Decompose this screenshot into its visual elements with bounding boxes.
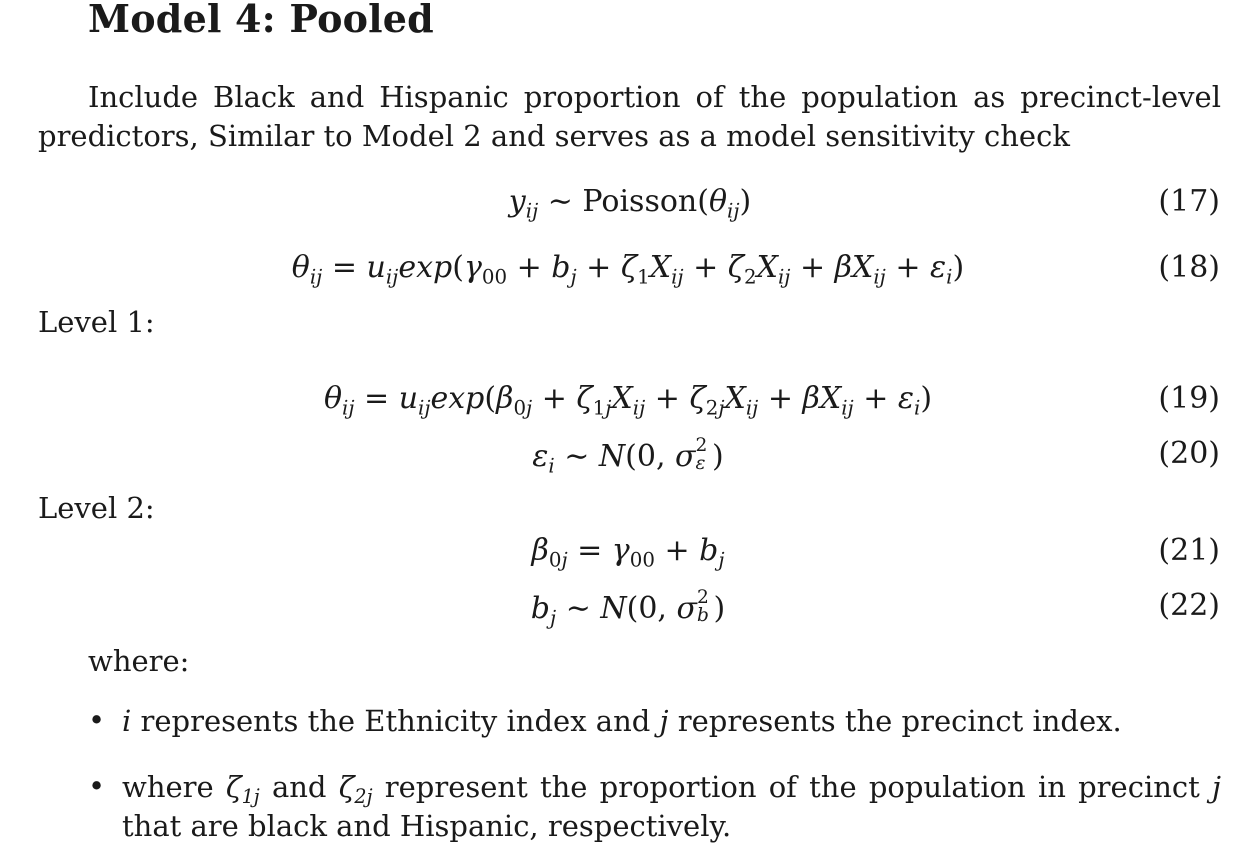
zeta-subscript: 2j [354,785,373,809]
list-item [122,768,1221,846]
equation-number-22: (22) [1158,588,1220,623]
intro-text: Include Black and Hispanic proportion of the population as precinct-level predictors, Similar to Model 2 and serves as a model sensitivity check [38,80,1221,153]
equation-number-17: (17) [1158,184,1220,219]
var-j: j [659,704,669,738]
where-label: where: [88,644,190,678]
bullet-marker: • [88,769,106,803]
equation-18: $\theta_{ij} = u_{ij}\exp(\gamma_{00} + b_j + \zeta_1X_{ij} + \zeta_2X_{ij} + \beta X_{ij} + \varepsilon_i)$ [291,250,965,289]
bullet-text-part: represents the Ethnicity index and [131,704,660,738]
equation-20: $\varepsilon_i$ ∼ N(0, σ 2 ε ) [532,434,724,478]
equation-number-18: (18) [1158,250,1220,285]
bullet-text-part: represent the proportion of the population in precinct [372,770,1213,804]
zeta-symbol: ζ [338,770,355,804]
equation-19: $\theta_{ij} = u_{ij}\exp(\beta_{0j} + \zeta_{1j}X_{ij} + \zeta_{2j}X_{ij} + \beta X_{ij} + \varepsilon_i)$ [323,381,933,420]
equation-21: $\beta_{0j} = \gamma_{00} + b_j$ [531,533,725,572]
bullet-text-part: represents the precinct index. [668,704,1122,738]
zeta-symbol: ζ [225,770,242,804]
equation-17: $y_{ij}$ ∼ $Poisson(\theta_{ij})$ [508,184,752,223]
equation-number-21: (21) [1158,533,1220,568]
level-1-label: Level 1: [38,305,155,339]
var-j: j [1212,770,1222,804]
equation-number-20: (20) [1158,436,1220,471]
bullet-text-part: that are black and Hispanic, respectively. [122,809,732,843]
bullet-text-part: where [122,770,226,804]
bullet-text-part: and [259,770,339,804]
equation-22: $b_j$ ∼ N(0, σ 2 b ) [530,586,726,630]
intro-paragraph [38,78,1221,156]
section-heading: Model 4: Pooled [88,0,434,41]
equation-number-19: (19) [1158,381,1220,416]
list-item [122,702,1122,741]
bullet-marker: • [88,703,106,737]
zeta-subscript: 1j [241,785,260,809]
var-i: i [122,704,132,738]
level-2-label: Level 2: [38,491,155,525]
